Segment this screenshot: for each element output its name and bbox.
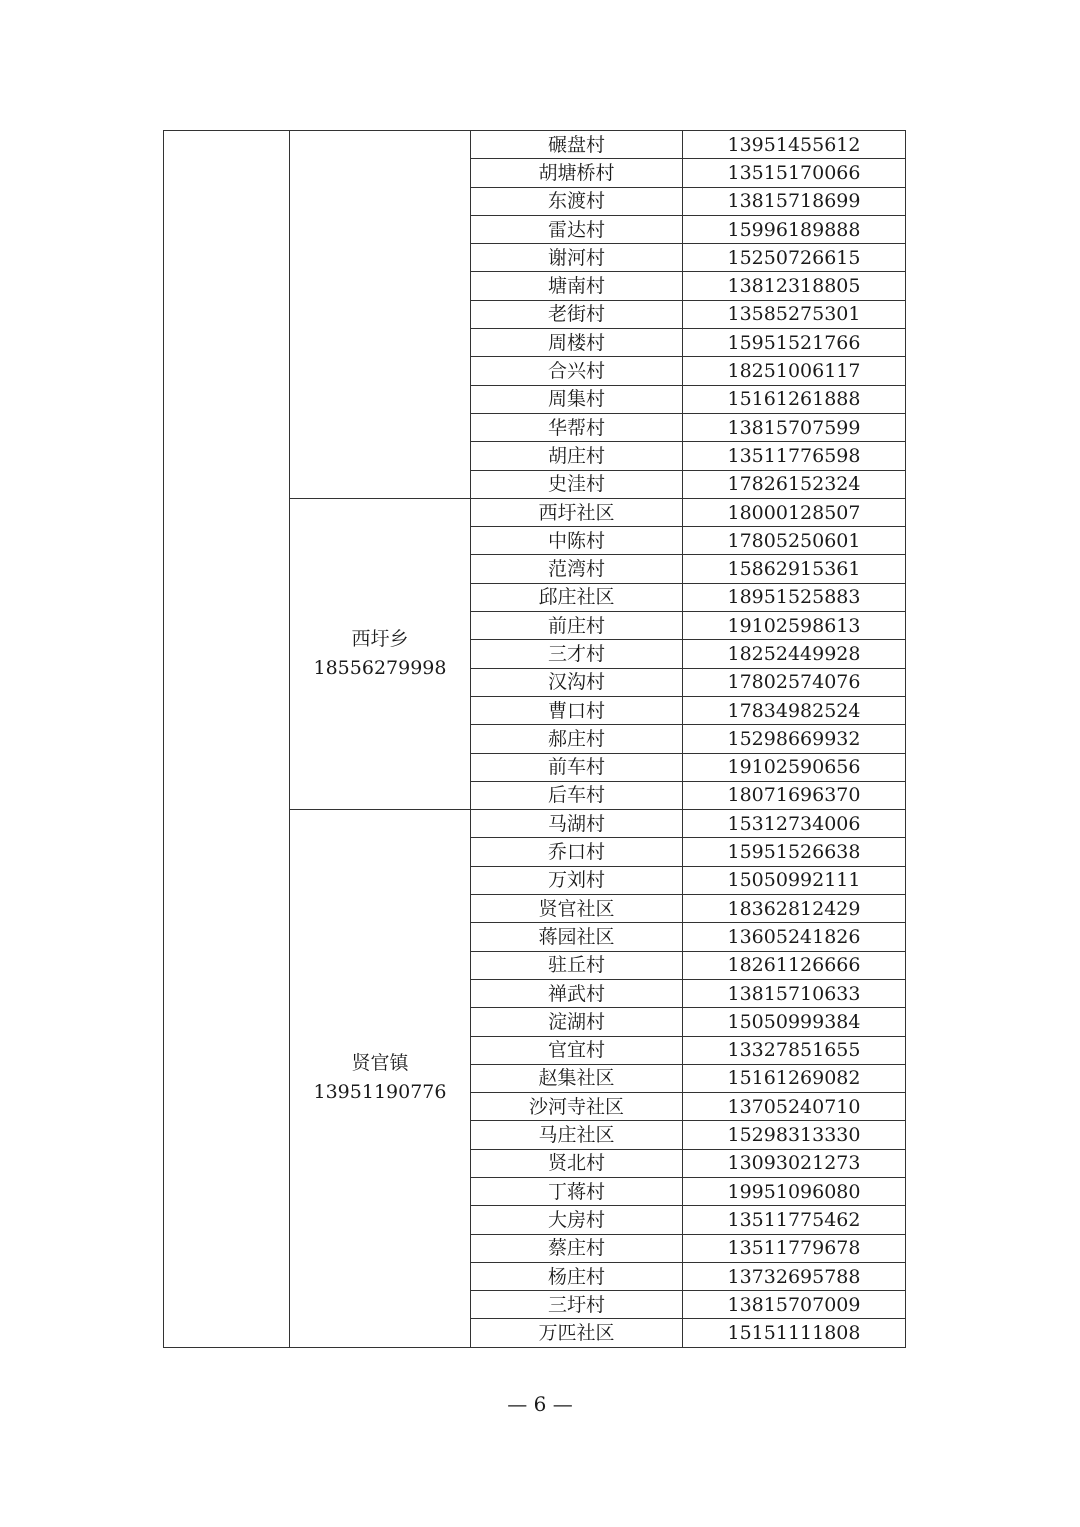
- village-phone: 18252449928: [683, 640, 906, 668]
- district-cell: [164, 131, 290, 1348]
- town-cell: [290, 131, 471, 499]
- village-name: 谢河村: [471, 244, 683, 272]
- village-name: 马庄社区: [471, 1121, 683, 1149]
- village-phone: 15951526638: [683, 838, 906, 866]
- village-name: 汉沟村: [471, 668, 683, 696]
- village-name: 驻丘村: [471, 951, 683, 979]
- contacts-table: [163, 130, 906, 1348]
- village-phone: 17805250601: [683, 527, 906, 555]
- village-name: 官宜村: [471, 1036, 683, 1064]
- village-phone: 18951525883: [683, 583, 906, 611]
- village-name: 赵集社区: [471, 1064, 683, 1092]
- village-phone: 13511776598: [683, 442, 906, 470]
- village-phone: 13732695788: [683, 1262, 906, 1290]
- village-phone: 13815707599: [683, 413, 906, 441]
- village-phone: 13812318805: [683, 272, 906, 300]
- village-phone: 19951096080: [683, 1177, 906, 1205]
- village-phone: 13327851655: [683, 1036, 906, 1064]
- village-name: 三圩村: [471, 1291, 683, 1319]
- village-name: 丁蒋村: [471, 1177, 683, 1205]
- village-name: 沙河寺社区: [471, 1093, 683, 1121]
- village-name: 碾盘村: [471, 131, 683, 159]
- village-name: 万刘村: [471, 866, 683, 894]
- village-name: 后车村: [471, 781, 683, 809]
- village-phone: 15050992111: [683, 866, 906, 894]
- village-phone: 13705240710: [683, 1093, 906, 1121]
- village-phone: 17802574076: [683, 668, 906, 696]
- village-name: 马湖村: [471, 810, 683, 838]
- village-name: 周集村: [471, 385, 683, 413]
- village-name: 淀湖村: [471, 1008, 683, 1036]
- village-phone: 18000128507: [683, 498, 906, 526]
- village-name: 万匹社区: [471, 1319, 683, 1347]
- village-name: 贤北村: [471, 1149, 683, 1177]
- village-phone: 13815718699: [683, 187, 906, 215]
- town-name: 贤官镇: [351, 1052, 409, 1075]
- village-name: 三才村: [471, 640, 683, 668]
- village-name: 前庄村: [471, 612, 683, 640]
- village-name: 西圩社区: [471, 498, 683, 526]
- village-phone: 13511775462: [683, 1206, 906, 1234]
- page-number: — 6 —: [507, 1392, 573, 1416]
- village-name: 前车村: [471, 753, 683, 781]
- village-phone: 15298313330: [683, 1121, 906, 1149]
- village-name: 乔口村: [471, 838, 683, 866]
- village-name: 曹口村: [471, 696, 683, 724]
- village-phone: 18261126666: [683, 951, 906, 979]
- village-phone: 13511779678: [683, 1234, 906, 1262]
- village-phone: 13815707009: [683, 1291, 906, 1319]
- village-phone: 15050999384: [683, 1008, 906, 1036]
- contacts-table-body: [164, 131, 906, 1348]
- village-phone: 13951455612: [683, 131, 906, 159]
- village-phone: 13515170066: [683, 159, 906, 187]
- village-phone: 15298669932: [683, 725, 906, 753]
- village-name: 杨庄村: [471, 1262, 683, 1290]
- village-phone: 13093021273: [683, 1149, 906, 1177]
- village-name: 雷达村: [471, 215, 683, 243]
- village-name: 塘南村: [471, 272, 683, 300]
- village-phone: 15996189888: [683, 215, 906, 243]
- village-name: 郝庄村: [471, 725, 683, 753]
- village-name: 大房村: [471, 1206, 683, 1234]
- town-name: 西圩乡: [351, 627, 409, 650]
- village-name: 胡庄村: [471, 442, 683, 470]
- village-phone: 15312734006: [683, 810, 906, 838]
- village-name: 邱庄社区: [471, 583, 683, 611]
- village-phone: 13605241826: [683, 923, 906, 951]
- village-name: 范湾村: [471, 555, 683, 583]
- village-name: 老街村: [471, 300, 683, 328]
- village-name: 蔡庄村: [471, 1234, 683, 1262]
- town-cell: [290, 498, 471, 809]
- table-row: [164, 131, 906, 159]
- village-phone: 17834982524: [683, 696, 906, 724]
- town-phone: 18556279998: [313, 656, 447, 679]
- village-phone: 18071696370: [683, 781, 906, 809]
- village-phone: 17826152324: [683, 470, 906, 498]
- village-name: 禅武村: [471, 979, 683, 1007]
- town-cell: [290, 810, 471, 1348]
- village-phone: 13585275301: [683, 300, 906, 328]
- village-name: 合兴村: [471, 357, 683, 385]
- village-phone: 15161261888: [683, 385, 906, 413]
- village-name: 胡塘桥村: [471, 159, 683, 187]
- village-phone: 15862915361: [683, 555, 906, 583]
- village-name: 周楼村: [471, 329, 683, 357]
- village-phone: 18251006117: [683, 357, 906, 385]
- village-phone: 15151111808: [683, 1319, 906, 1347]
- village-phone: 19102590656: [683, 753, 906, 781]
- village-name: 贤官社区: [471, 895, 683, 923]
- village-phone: 15951521766: [683, 329, 906, 357]
- village-name: 蒋园社区: [471, 923, 683, 951]
- village-name: 东渡村: [471, 187, 683, 215]
- village-name: 华帮村: [471, 413, 683, 441]
- village-phone: 13815710633: [683, 979, 906, 1007]
- town-phone: 13951190776: [313, 1081, 447, 1104]
- village-name: 中陈村: [471, 527, 683, 555]
- village-phone: 15161269082: [683, 1064, 906, 1092]
- village-name: 史洼村: [471, 470, 683, 498]
- village-phone: 15250726615: [683, 244, 906, 272]
- village-phone: 19102598613: [683, 612, 906, 640]
- village-phone: 18362812429: [683, 895, 906, 923]
